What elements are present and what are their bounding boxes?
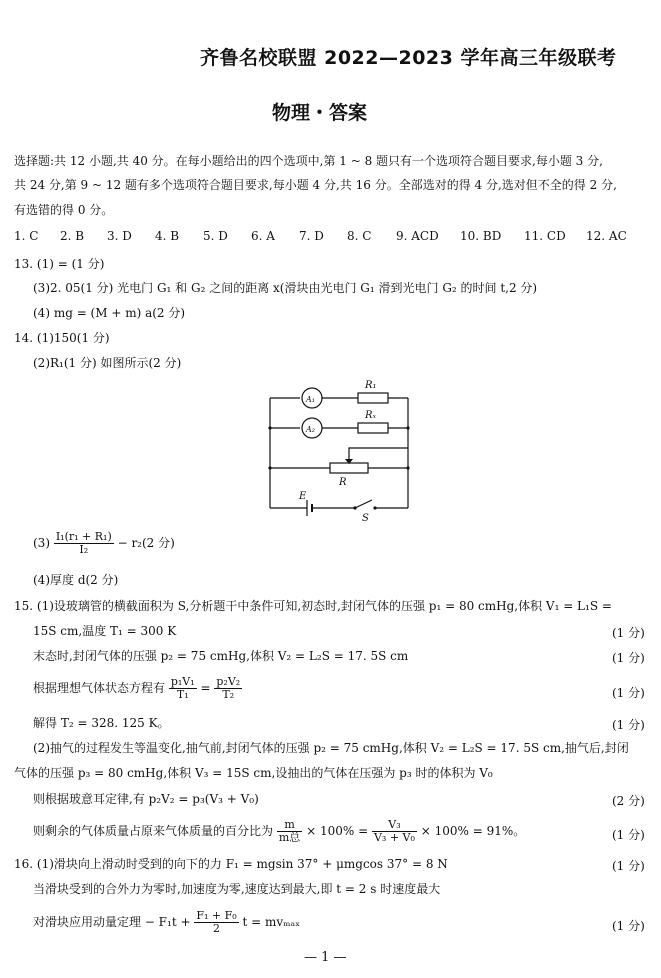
q15-points-5: (1 分) [612,718,645,732]
e-label: E [299,491,307,502]
q15-l4-equals: = [200,681,211,695]
mc-answer: 4. B [155,229,180,243]
q15-points-9: (1 分) [612,828,645,842]
resistor-rx-symbol [358,423,388,433]
q16-points-3: (1 分) [612,919,645,933]
q13-line-1: 13. (1) = (1 分) [14,257,105,271]
mc-answer: 3. D [107,229,132,243]
q15-fraction-3 [277,819,302,844]
q14-l3-prefix: (3) [33,536,50,550]
q16-points-1: (1 分) [612,859,645,873]
q14-fraction [54,531,114,556]
q15-points-3: (1 分) [612,651,645,665]
q15-line-7: 气体的压强 p₃ = 80 cmHg,体积 V₃ = 15S cm,设抽出的气体在压强为 p₃ 时的体积为 V₀ [14,766,493,780]
q15-fraction-1 [169,676,197,701]
q16-l3-prefix: 对滑块应用动量定理 − F₁t + [33,915,191,929]
q15-f2-denominator: T₂ [222,688,235,701]
page-number: — 1 — [304,950,347,965]
document-subtitle: 物理・答案 [272,102,368,124]
mc-answer: 8. C [347,229,372,243]
q15-l9-suffix: × 100% = 91%。 [420,824,526,838]
q15-points-2: (1 分) [612,626,645,640]
mc-answer: 7. D [299,229,324,243]
q16-line-1: 16. (1)滑块向上滑动时受到的向下的力 F₁ = mgsin 37° + μmgcos 37° = 8 N [14,857,448,871]
q16-l3-suffix: t = mvₘₐₓ [242,915,301,929]
mc-answer: 5. D [203,229,228,243]
document-title: 齐鲁名校联盟 2022—2023 学年高三年级联考 [200,47,617,69]
q16-fraction-numerator: F₁ + F₀ [196,909,237,922]
q14-line-2: (2)R₁(1 分) 如图所示(2 分) [33,356,182,370]
q15-line-9 [33,819,525,844]
intro-line-2: 共 24 分,第 9 ~ 12 题有多个选项符合题目要求,每小题 4 分,共 16 分。全部选对的得 4 分,选对但不全的得 2 分, [14,178,617,192]
q15-line-1: 15. (1)设玻璃管的横截面积为 S,分析题干中条件可知,初态时,封闭气体的压强 p₁ = 80 cmHg,体积 V₁ = L₁S = [14,599,612,613]
q13-line-2: (3)2. 05(1 分) 光电门 G₁ 和 G₂ 之间的距离 x(滑块由光电门 G₁ 滑到光电门 G₂ 的时间 t,2 分) [33,281,538,295]
q15-f3-numerator: m [277,819,302,832]
intro-line-3: 有选错的得 0 分。 [14,203,114,217]
q14-line-3 [33,531,175,556]
meter-a1-label: A₁ [306,395,315,404]
q15-fraction-2 [214,676,242,701]
q16-fraction-denominator: 2 [212,922,220,935]
q15-f1-numerator: p₁V₁ [170,675,195,688]
q14-line-1: 14. (1)150(1 分) [14,331,110,345]
r-label: R [339,477,347,488]
q15-l4-prefix: 根据理想气体状态方程有 [33,681,166,695]
q15-line-2: 15S cm,温度 T₁ = 300 K [33,624,177,638]
q14-fraction-denominator: I₂ [79,543,89,556]
mc-answer: 2. B [60,229,85,243]
q15-line-8: 则根据玻意耳定律,有 p₂V₂ = p₃(V₃ + V₀) [33,792,259,806]
q15-points-8: (2 分) [612,794,645,808]
q15-f4-denominator: V₃ + V₀ [373,831,415,844]
switch-lever [355,500,372,508]
q15-fraction-4 [372,819,417,844]
r1-label: R₁ [365,380,377,391]
s-label: S [362,513,369,522]
intro-line-1: 选择题:共 12 小题,共 40 分。在每小题给出的四个选项中,第 1 ~ 8 题只有一个选项符合题目要求,每小题 3 分, [14,154,603,168]
q15-f3-denominator: m总 [278,831,301,844]
q16-fraction [194,910,238,935]
rx-label: Rₓ [365,410,377,421]
mc-answer: 11. CD [524,229,566,243]
q14-l3-suffix: − r₂(2 分) [117,536,175,550]
q14-fraction-numerator: I₁(r₁ + R₁) [55,530,112,543]
q15-points-4: (1 分) [612,686,645,700]
mc-answer: 6. A [251,229,275,243]
q15-f2-numerator: p₂V₂ [216,675,241,688]
q15-f1-denominator: T₁ [176,688,189,701]
q15-f4-numerator: V₃ [372,819,417,832]
resistor-r1-symbol [358,393,388,403]
mc-answer: 1. C [14,229,39,243]
q15-line-6: (2)抽气的过程发生等温变化,抽气前,封闭气体的压强 p₂ = 75 cmHg,体积 V₂ = L₂S = 17. 5S cm,抽气后,封闭 [33,741,629,755]
q15-l9-prefix: 则剩余的气体质量占原来气体质量的百分比为 [33,824,274,838]
q15-line-5: 解得 T₂ = 328. 125 K。 [33,716,170,730]
mc-answer: 9. ACD [396,229,439,243]
meter-a2-label: A₂ [306,425,315,434]
q14-line-4: (4)厚度 d(2 分) [33,573,119,587]
q15-l9-middle: × 100% = [306,824,369,838]
q16-line-2: 当滑块受到的合外力为零时,加速度为零,速度达到最大,即 t = 2 s 时速度最大 [33,882,441,896]
mc-answer: 10. BD [460,229,502,243]
q13-line-3: (4) mg = (M + m) a(2 分) [33,306,186,320]
circuit-diagram [255,372,425,522]
mc-answer: 12. AC [586,229,627,243]
q16-line-3 [33,910,300,935]
q15-line-3: 末态时,封闭气体的压强 p₂ = 75 cmHg,体积 V₂ = L₂S = 17. 5S cm [33,649,409,663]
q15-line-4 [33,676,242,701]
rheostat-r-symbol [330,463,368,473]
